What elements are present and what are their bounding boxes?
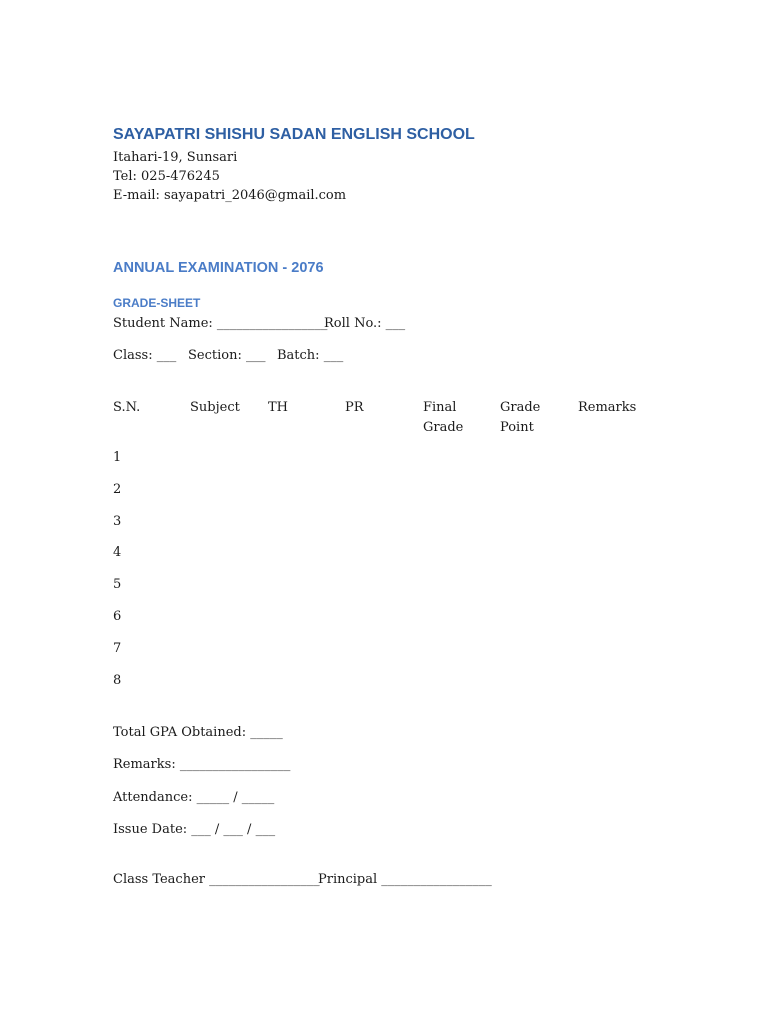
- header-grade-point-line2: Point: [500, 419, 534, 435]
- school-email: E-mail: sayapatri_2046@gmail.com: [113, 188, 347, 203]
- table-row: 4: [113, 545, 122, 560]
- class-teacher-signature: Class Teacher _________________: [113, 872, 320, 887]
- table-row: 7: [113, 641, 122, 656]
- issue-date-field: Issue Date: ___ / ___ / ___: [113, 822, 276, 837]
- table-row: 1: [113, 450, 122, 465]
- header-grade-point-line1: Grade: [500, 400, 541, 415]
- school-name: SAYAPATRI SHISHU SADAN ENGLISH SCHOOL: [113, 126, 475, 143]
- header-remarks: Remarks: [578, 400, 637, 415]
- principal-signature: Principal _________________: [318, 872, 492, 887]
- header-subject: Subject: [190, 400, 240, 415]
- class-field: Class: ___: [113, 348, 177, 363]
- attendance-field: Attendance: _____ / _____: [113, 790, 275, 805]
- table-row: 3: [113, 514, 122, 529]
- table-row: 8: [113, 673, 122, 688]
- total-gpa-field: Total GPA Obtained: _____: [113, 725, 283, 740]
- header-grade-point: [500, 398, 540, 437]
- student-name-field: Student Name: _________________: [113, 316, 328, 331]
- table-row: 2: [113, 482, 122, 497]
- header-final-grade-line1: Final: [423, 400, 457, 415]
- school-address: Itahari-19, Sunsari: [113, 150, 238, 165]
- roll-number-field: Roll No.: ___: [324, 316, 406, 331]
- header-final-grade-line2: Grade: [423, 419, 464, 435]
- header-th: TH: [268, 400, 289, 415]
- header-sn: S.N.: [113, 400, 141, 415]
- header-final-grade: [423, 398, 463, 437]
- table-row: 6: [113, 609, 122, 624]
- table-row: 5: [113, 577, 122, 592]
- section-field: Section: ___: [188, 348, 266, 363]
- grade-sheet-label: GRADE-SHEET: [113, 296, 201, 310]
- remarks-field: Remarks: _________________: [113, 757, 291, 772]
- batch-field: Batch: ___: [277, 348, 344, 363]
- exam-title: ANNUAL EXAMINATION - 2076: [113, 260, 324, 276]
- school-telephone: Tel: 025-476245: [113, 169, 220, 184]
- header-pr: PR: [345, 400, 364, 415]
